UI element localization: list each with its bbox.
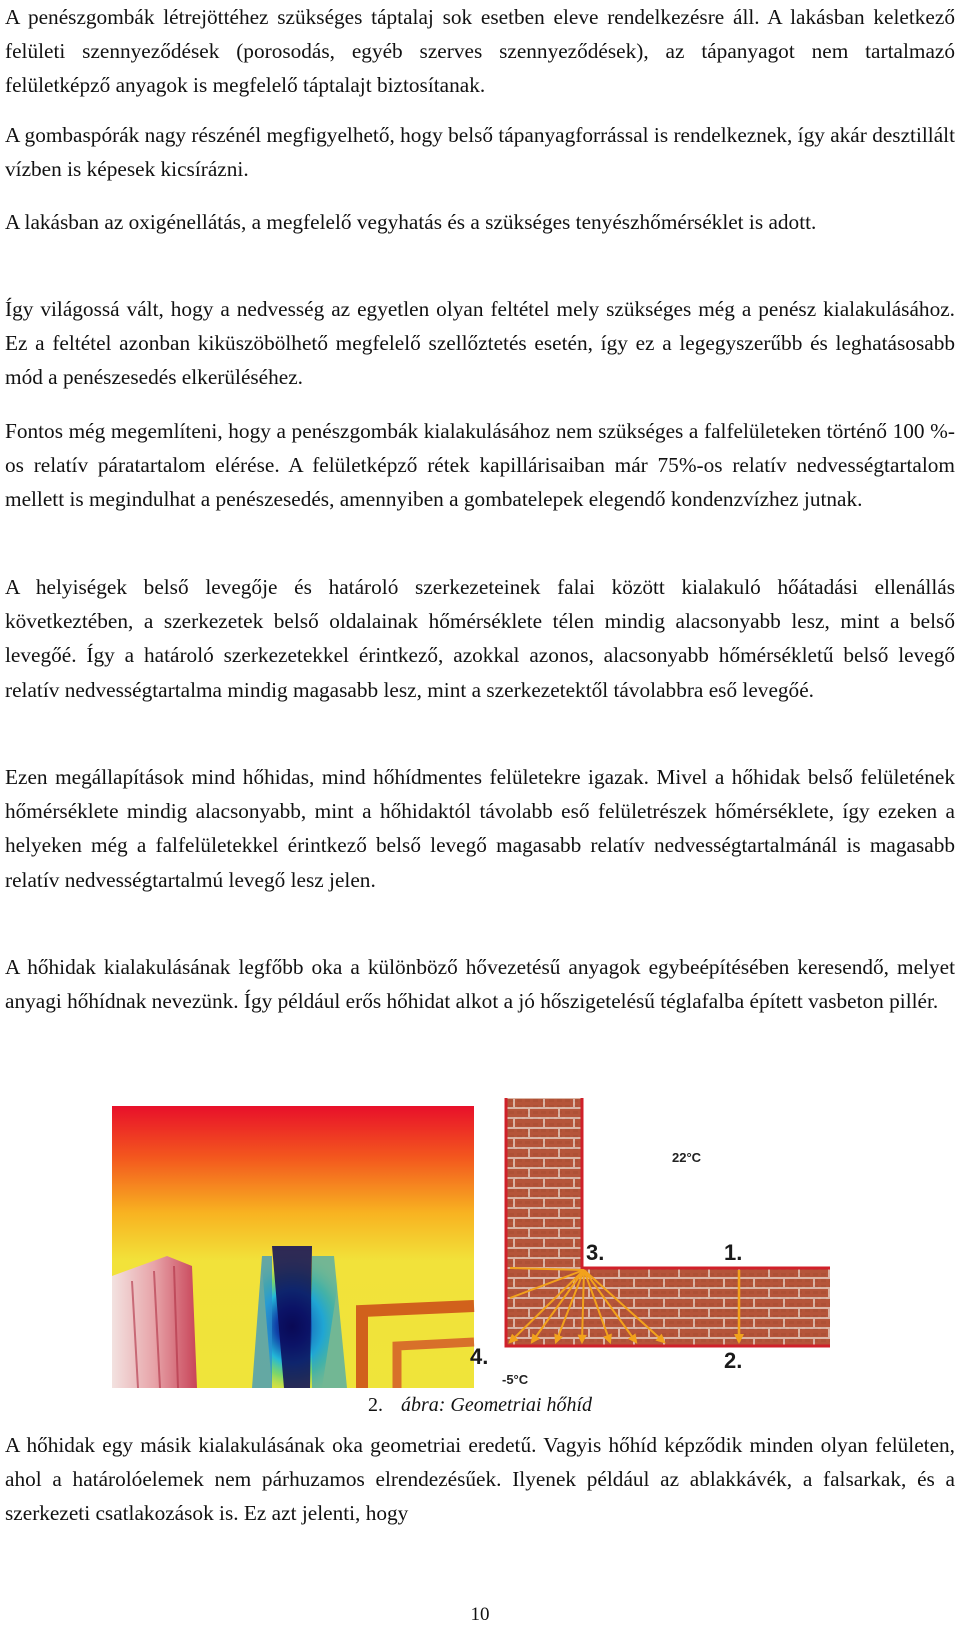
page-number: 10	[470, 1604, 490, 1625]
inside-temperature-label: 22°C	[672, 1150, 702, 1165]
point-label-1: 1.	[724, 1240, 743, 1265]
point-label-3: 3.	[586, 1240, 605, 1265]
paragraph-8: A hőhidak kialakulásának legfőbb oka a különböző hővezetésű anyagok egybeépítésében keresendő, melyet anyagi hőhídnak nevezünk. Így például erős hőhidat alkot a jó hőszigetelésű téglafalba épített vasbeton pillér.	[5, 955, 955, 1014]
paragraph-4: Így világossá vált, hogy a nedvesség az egyetlen olyan feltétel mely szükséges még a penész kialakulásához. Ez a feltétel azonban kiküszöbölhető megfelelő szellőztetés esetén, így ez a legegyszerűbb és leghatásosabb mód a penészesedés elkerüléséhez.	[5, 297, 955, 390]
paragraph-6: A helyiségek belső levegője és határoló szerkezeteinek falai között kialakuló hőátadási ellenállás következtében, a szerkezetek belső oldalainak hőmérséklete télen mindig alacsonyabb lesz, mint a belső levegőé. Így a határoló szerkezetekkel érintkező, azokkal azonos, alacsonyabb hőmérsékletű belső levegő relatív nedvességtartalma mindig magasabb lesz, mint a szerkezetektől távolabbra eső levegőé.	[5, 575, 955, 702]
paragraph-5: Fontos még megemlíteni, hogy a penészgombák kialakulásához nem szükséges a falfelületeken történő 100 %-os relatív páratartalom elérése. A felületképző rétek kapillárisaiban már 75%-os relatív nedvességtartalom mellett is megindulhat a penészesedés, amennyiben a gombatelepek elegendő kondenzvízhez jutnak.	[5, 419, 955, 512]
paragraph-9: A hőhidak egy másik kialakulásának oka geometriai eredetű. Vagyis hőhíd képződik minden olyan felületen, ahol a határolóelemek nem párhuzamos elrendezésűek. Ilyenek például az ablakkávék, a falsarkak, és a szerkezeti csatlakozások is. Ez azt jelenti, hogy	[5, 1433, 955, 1526]
thermal-image	[112, 1106, 474, 1388]
inner-surface-line	[582, 1098, 830, 1268]
thermal-image-svg	[112, 1106, 474, 1388]
figure-caption	[0, 1394, 960, 1417]
figure-number: 2.	[367, 1394, 383, 1416]
thermal-bridge-svg	[470, 1098, 852, 1388]
figure	[0, 1098, 960, 1387]
point-label-2: 2.	[724, 1348, 743, 1373]
figure-caption-text: ábra: Geometriai hőhíd	[400, 1394, 593, 1416]
paragraph-2: A gombaspórák nagy részénél megfigyelhető, hogy belső tápanyagforrással is rendelkeznek, így akár desztillált vízben is képesek kicsírázni.	[5, 123, 955, 182]
outside-temperature-label: -5°C	[502, 1372, 529, 1387]
paragraph-3: A lakásban az oxigénellátás, a megfelelő vegyhatás és a szükséges tenyészhőmérséklet is adott.	[5, 210, 817, 234]
paragraph-7: Ezen megállapítások mind hőhidas, mind hőhídmentes felületekre igazak. Mivel a hőhidak belső felületének hőmérséklete mindig alacsonyabb, mint a hőhidaktól távolabb eső felületrészek hőmérséklete, így ezeken a helyeken még a falfelületekkel érintkező belső levegő magasabb relatív nedvességtartalmánál is magasabb relatív nedvességtartalmú levegő lesz jelen.	[5, 765, 955, 892]
point-label-4: 4.	[470, 1344, 489, 1369]
paragraph-1: A penészgombák létrejöttéhez szükséges táptalaj sok esetben eleve rendelkezésre áll. A lakásban keletkező felületi szennyeződések (porosodás, egyéb szerves szennyeződések), az tápanyagot nem tartalmazó felületképző anyagok is megfelelő táptalajt biztosítanak.	[5, 5, 955, 98]
thermal-bridge-diagram	[470, 1098, 852, 1388]
